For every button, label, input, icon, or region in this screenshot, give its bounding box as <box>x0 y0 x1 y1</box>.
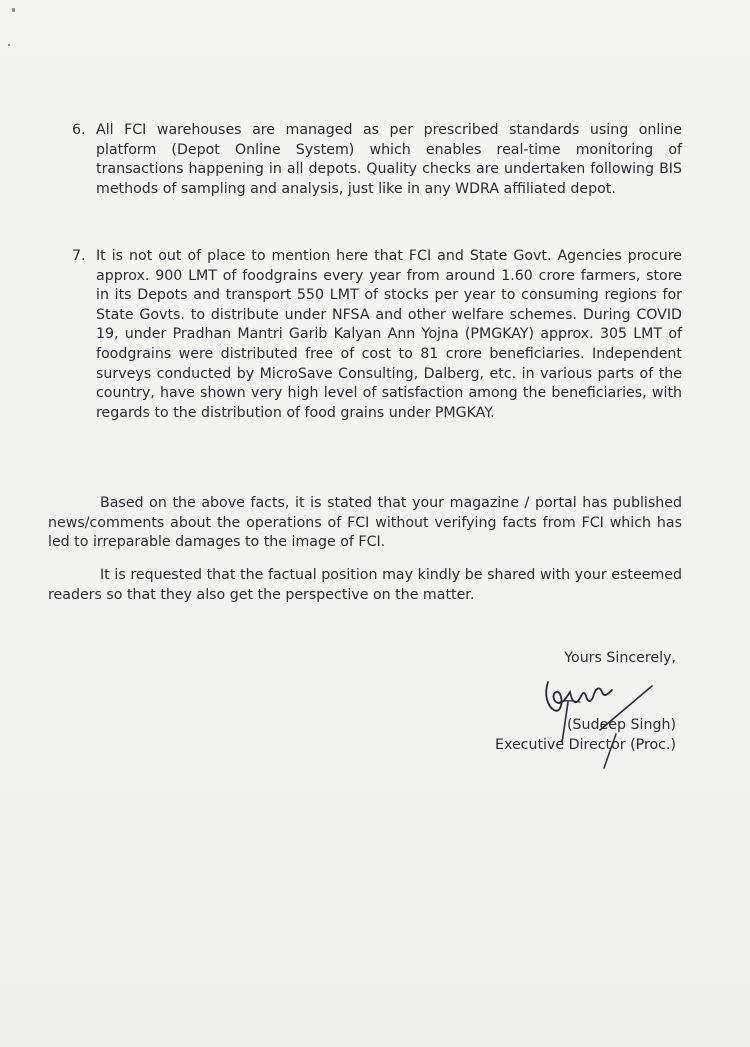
point-7 <box>72 247 682 423</box>
request-paragraph: It is requested that the factual position may kindly be shared with your esteemed readers so that they also get the perspective on the matter. <box>48 567 682 603</box>
closing-salutation: Yours Sincerely, <box>564 650 676 666</box>
point-number: 7. <box>72 248 86 264</box>
scan-speck <box>8 44 10 46</box>
point-6 <box>72 121 682 199</box>
conclusion-paragraph: Based on the above facts, it is stated that your magazine / portal has published news/comments about the operations of FCI without verifying facts from FCI which has led to irreparable damages to the image of FCI. <box>48 495 682 551</box>
signatory-name: (Sudeep Singh) <box>567 717 676 733</box>
scan-speck <box>12 8 15 12</box>
point-number: 6. <box>72 122 86 138</box>
signatory-designation: Executive Director (Proc.) <box>495 737 676 753</box>
signatory-block <box>495 715 676 755</box>
point-text: It is not out of place to mention here that FCI and State Govt. Agencies procure approx. 900 LMT of foodgrains every year from around 1.60 crore farmers, store in its Depots and transport 550 LMT of stocks per year to consuming regions for State Govts. to distribute under NFSA and other welfare schemes. During COVID 19, under Pradhan Mantri Garib Kalyan Ann Yojna (PMGKAY) approx. 305 LMT of foodgrains were distributed free of cost to 81 crore beneficiaries. Independent surveys conducted by MicroSave Consulting, Dalberg, etc. in various parts of the country, have shown very high level of satisfaction among the beneficiaries, with regards to the distribution of food grains under PMGKAY. <box>96 248 682 421</box>
point-text: All FCI warehouses are managed as per prescribed standards using online platform (Depot Online System) which enables real-time monitoring of transactions happening in all depots. Quality checks are undertaken following BIS methods of sampling and analysis, just like in any WDRA affiliated depot. <box>96 122 682 197</box>
